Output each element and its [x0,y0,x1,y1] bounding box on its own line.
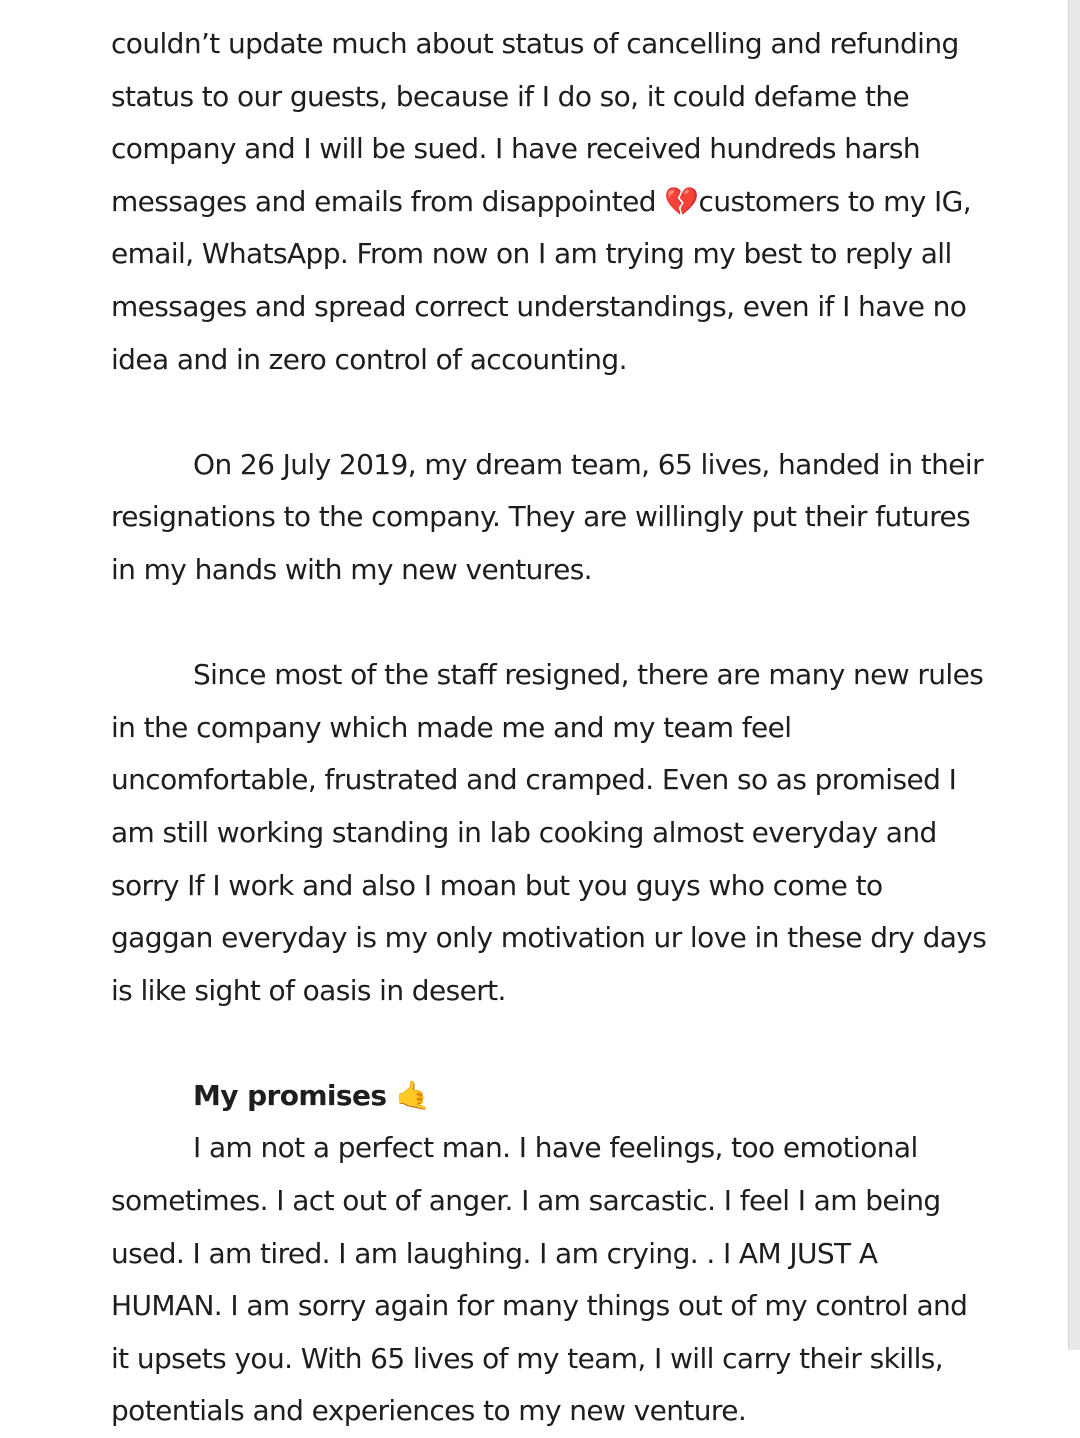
paragraph-promises: I am not a perfect man. I have feelings, too emotional sometimes. I act out of anger. I am sarcastic. I feel I am being used. I am tired. I am laughing. I am crying. . I AM JUST A HUMAN. I am sorry again for many things out of my control and it upsets you. With 65 lives of my team, I will carry their skills, potentials and experiences to my new venture. [111,1131,968,1428]
paragraph-resignations: On 26 July 2019, my dream team, 65 lives, handed in their resignations to the company. They are willingly put their futures in my hands with my new ventures. [111,447,984,586]
paragraph-gap [111,597,991,650]
broken-heart-icon: 💔 [664,184,699,218]
paragraph-new-rules: Since most of the staff resigned, there are many new rules in the company which made me and my team feel uncomfortable, frustrated and cramped. Even so as promised I am still working standing in lab cooking almost everyday and sorry If I work and also I moan but you guys who come to gaggan everyday is my only motivation ur love in these dry days is like sight of oasis in desert. [111,658,987,1007]
paragraph-gap [111,386,991,439]
page-edge-scrollbar [1068,0,1080,1350]
paragraph-gap [111,1017,991,1070]
paragraph-text: customers to my IG, email, WhatsApp. From now on I am trying my best to reply all messages and spread correct understandings, even if I have no idea and in zero control of accounting. [111,184,972,376]
paragraph-text: couldn’t update much about status of cancelling and refunding status to our guests, because if I do so, it could defame the company and I will be sued. I have received hundreds harsh messages and emails from disappointed [111,27,959,218]
call-me-hand-icon: 🤙 [395,1078,430,1112]
paragraph-refund-status [111,18,991,386]
document-body [111,18,991,1438]
heading-label: My promises [193,1078,387,1112]
section-heading-promises [111,1070,991,1123]
